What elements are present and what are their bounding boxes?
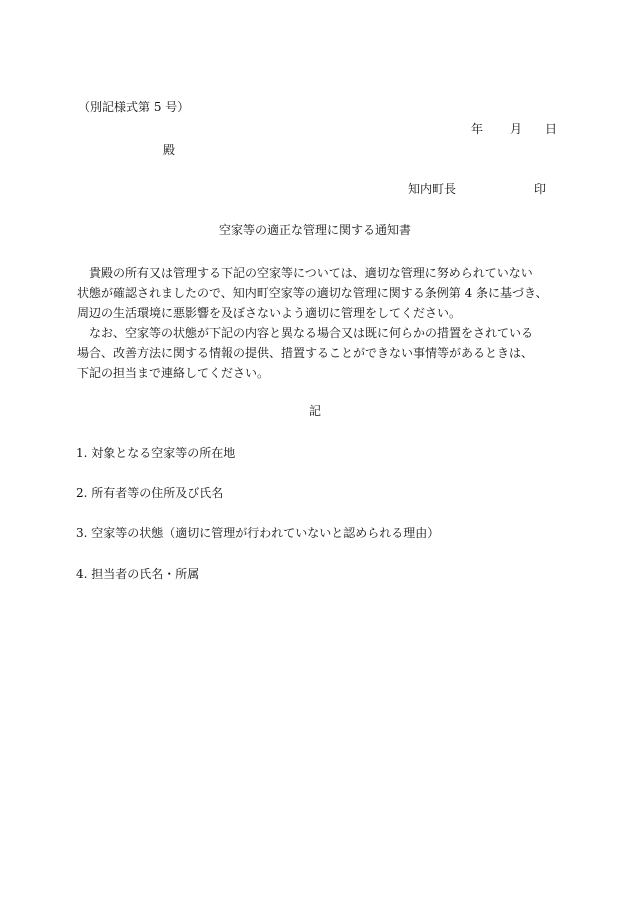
list-item: 4. 担当者の氏名・所属 bbox=[76, 567, 200, 581]
paragraph-2-line-3: 下記の担当まで連絡してください。 bbox=[77, 366, 270, 380]
date-year-label: 年 bbox=[471, 122, 484, 136]
issuer-name: 知内町長 bbox=[408, 182, 457, 196]
list-item: 1. 対象となる空家等の所在地 bbox=[76, 446, 236, 460]
ki-heading: 記 bbox=[309, 404, 322, 418]
paragraph-1-line-2: 状態が確認されましたので、知内町空家等の適切な管理に関する条例第 4 条に基づき、 bbox=[77, 286, 548, 300]
paragraph-2-line-2: 場合、改善方法に関する情報の提供、措置することができない事情等があるときは、 bbox=[77, 346, 534, 360]
list-item: 3. 空家等の状態（適切に管理が行われていないと認められる理由） bbox=[76, 526, 440, 540]
body-paragraph-1 bbox=[77, 263, 557, 323]
date-day-label: 日 bbox=[545, 122, 558, 136]
seal-mark: 印 bbox=[534, 182, 547, 196]
body-paragraph-2 bbox=[77, 323, 557, 383]
document-title: 空家等の適正な管理に関する通知書 bbox=[219, 223, 412, 237]
paragraph-1-line-3: 周辺の生活環境に悪影響を及ぼさないよう適切に管理をしてください。 bbox=[77, 306, 462, 320]
form-number: （別記様式第 5 号） bbox=[78, 100, 190, 114]
paragraph-2-line-1: なお、空家等の状態が下記の内容と異なる場合又は既に何らかの措置をされている bbox=[89, 326, 534, 340]
list-item: 2. 所有者等の住所及び氏名 bbox=[76, 486, 224, 500]
date-month-label: 月 bbox=[510, 122, 523, 136]
addressee-honorific: 殿 bbox=[163, 143, 176, 157]
paragraph-1-line-1: 貴殿の所有又は管理する下記の空家等については、適切な管理に努められていない bbox=[89, 266, 533, 280]
